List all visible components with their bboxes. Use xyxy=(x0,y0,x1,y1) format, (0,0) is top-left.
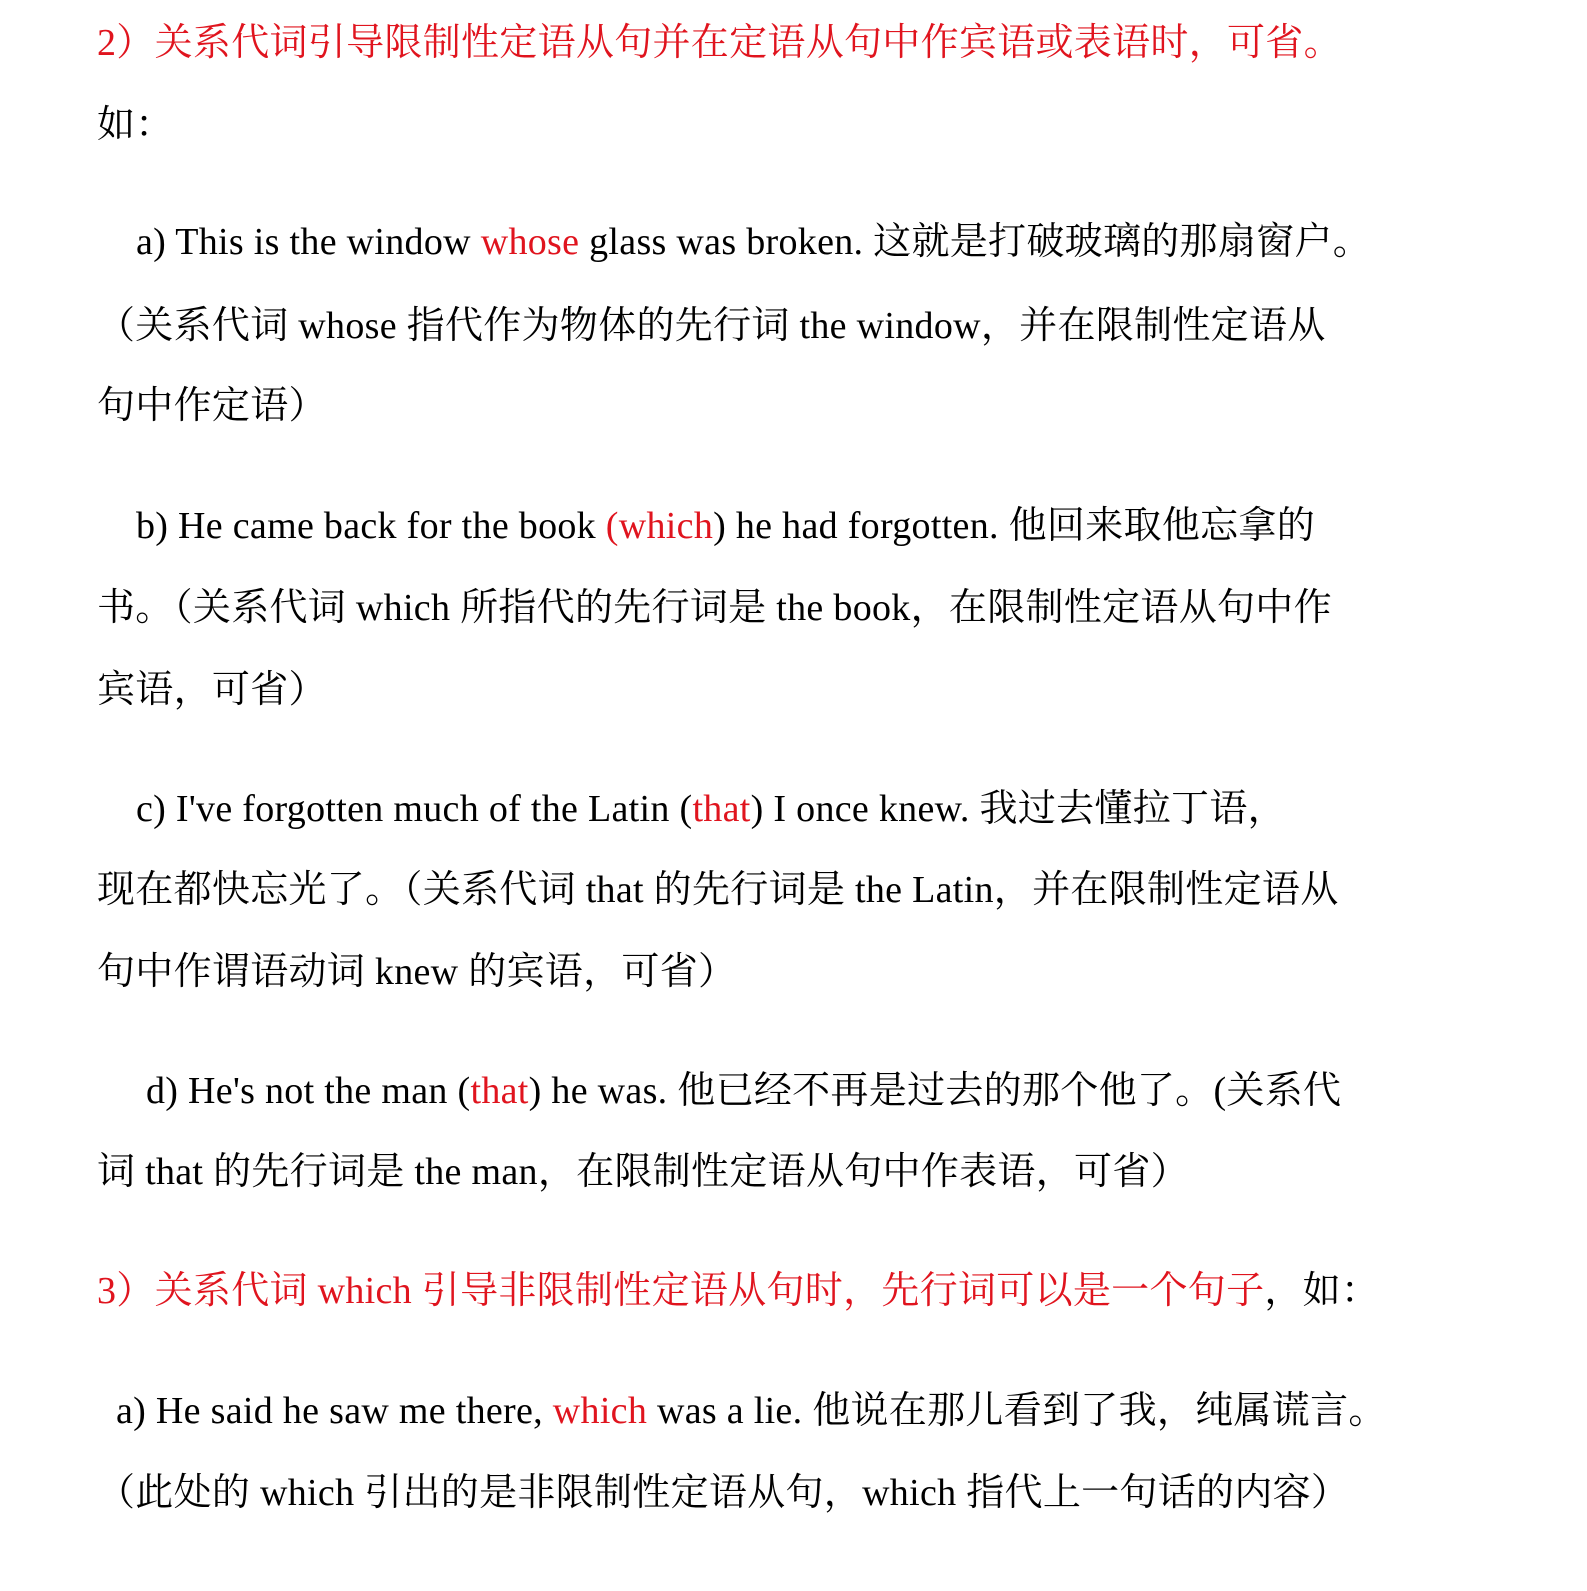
example-b-post: ) he had forgotten. 他回来取他忘拿的 xyxy=(713,505,1316,547)
example-b-note-line1: 书。（关系代词 which 所指代的先行词是 the book，在限制性定语从句中作 xyxy=(97,587,1332,629)
example-b-keyword: (which xyxy=(605,505,714,547)
example-d-pre: d) He's not the man ( xyxy=(146,1070,471,1112)
example-c-post: ) I once knew. 我过去懂拉丁语， xyxy=(750,788,1286,830)
section3-example-a-keyword: which xyxy=(552,1390,648,1432)
section3-heading-black: ，如： xyxy=(1264,1270,1380,1312)
example-c-pre: c) I've forgotten much of the Latin ( xyxy=(136,788,693,830)
example-d-note-line1: 词 that 的先行词是 the man，在限制性定语从句中作表语，可省） xyxy=(97,1151,1189,1193)
section3-heading xyxy=(97,1267,1379,1315)
section3-heading-red: 3）关系代词 which 引导非限制性定语从句时，先行词可以是一个句子 xyxy=(97,1270,1265,1312)
example-b-sentence xyxy=(136,502,1315,550)
example-a-sentence xyxy=(136,218,1371,266)
section2-intro: 如： xyxy=(97,104,174,146)
example-c-note-line2: 句中作谓语动词 knew 的宾语，可省） xyxy=(97,951,737,993)
example-a-note-line1: （关系代词 whose 指代作为物体的先行词 the window，并在限制性定语从 xyxy=(97,305,1326,347)
example-d-post: ) he was. 他已经不再是过去的那个他了。(关系代 xyxy=(528,1070,1342,1112)
example-a-post: glass was broken. 这就是打破玻璃的那扇窗户。 xyxy=(579,221,1372,263)
example-b-note-line2: 宾语，可省） xyxy=(97,669,327,711)
section3-example-a-sentence xyxy=(116,1387,1387,1435)
example-b-pre: b) He came back for the book xyxy=(136,505,606,547)
example-d-keyword: that xyxy=(470,1070,529,1112)
section3-example-a-note-line1: （此处的 which 引出的是非限制性定语从句，which 指代上一句话的内容） xyxy=(97,1472,1350,1514)
example-c-keyword: that xyxy=(692,788,751,830)
section3-example-a-pre: a) He said he saw me there, xyxy=(116,1390,553,1432)
example-a-note-line2: 句中作定语） xyxy=(97,385,327,427)
section3-example-a-post: was a lie. 他说在那儿看到了我，纯属谎言。 xyxy=(647,1390,1387,1432)
example-a-keyword: whose xyxy=(480,221,580,263)
example-a-pre: a) This is the window xyxy=(136,221,481,263)
example-c-note-line1: 现在都快忘光了。（关系代词 that 的先行词是 the Latin，并在限制性定语从 xyxy=(97,869,1339,911)
example-c-sentence xyxy=(136,785,1286,833)
section2-heading: 2）关系代词引导限制性定语从句并在定语从句中作宾语或表语时，可省。 xyxy=(97,22,1342,64)
example-d-sentence xyxy=(146,1067,1341,1115)
